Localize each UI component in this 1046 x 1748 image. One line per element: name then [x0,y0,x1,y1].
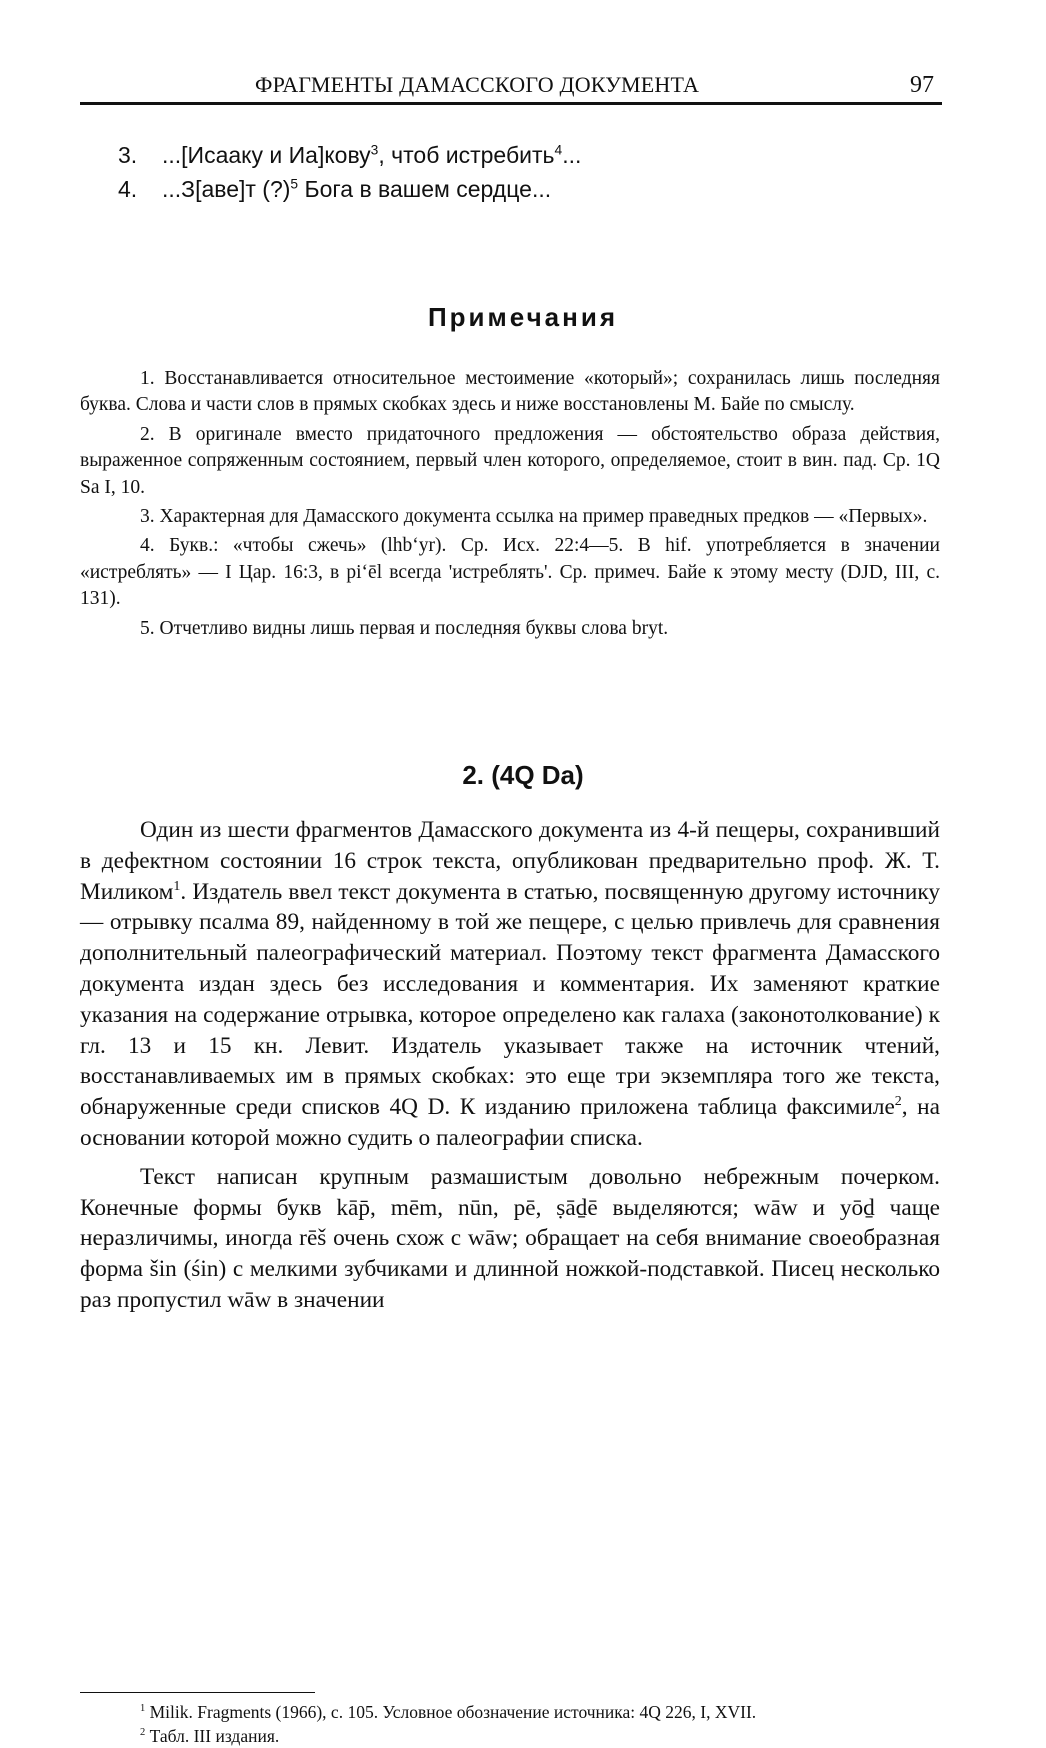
fragment-line-3 [118,138,938,172]
note-item: 5. Отчетливо видны лишь первая и последняя буквы слова bryt. [140,617,669,639]
paragraph [80,1162,940,1316]
notes-heading: Примечания [427,302,618,332]
fragment-line-4 [118,172,938,206]
line-text: ...З[аве]т (?) [162,176,291,202]
line-text: Бога в вашем сердце... [298,176,552,202]
note-ref[interactable]: 4 [554,142,563,158]
note-item: 4. Букв.: «чтобы сжечь» (lhb‘yr). Ср. Исх. 22:4—5. В hif. употребляется в значении «истреблять» — I Цар. 16:3, в pi‘ēl всегда 'истреблять'. Ср. примеч. Байе к этому месту (DJD, III, с. 131). [80,535,940,610]
paragraph-text: Текст написан крупным размашистым довольно небрежным почерком. Конечные формы букв kāp̄, mēm, nūn, pē, ṣāḏē выделяются; wāw и yōḏ чаще неразличимы, иногда rēš очень схож с wāw; обращает на себя внимание своеобразная форма šin (śin) с мелкими зубчиками и длинной ножкой-подставкой. Писец несколько раз пропустил wāw в значении [80,1163,940,1313]
running-title: ФРАГМЕНТЫ ДАМАССКОГО ДОКУМЕНТА [255,72,700,97]
note-item: 2. В оригинале вместо придаточного предложения — обстоятельство образа действия, выраженное сопряженным состоянием, первый член которого, определяемое, стоит в вин. пад. Ср. 1Q Sa I, 10. [80,423,940,498]
footnote-marker: 2 [140,1727,146,1739]
paragraph [80,815,940,1154]
footnote-ref[interactable]: 2 [894,1094,902,1110]
footnote-text: Milik. Fragments (1966), с. 105. Условное обозначение источника: 4Q 226, I, XVII. [149,1702,757,1722]
line-text: , чтоб истребить [378,142,555,168]
footnote-marker: 1 [140,1703,146,1715]
note-item: 1. Восстанавливается относительное местоимение «который»; сохранилась лишь последняя буква. Слова и части слов в прямых скобках здесь и ниже восстановлены М. Байе по смыслу. [80,368,940,416]
footnote-separator [80,1692,315,1693]
body-text [80,815,940,1324]
line-number: 4. [118,176,138,202]
header-rule [80,102,942,105]
paragraph-text: Один из шести фрагментов Дамасского документа из 4-й пещеры, сохранивший в дефектном состоянии 16 строк текста, опубликован предварительно проф. Ж. Т. Миликом [80,817,940,905]
note-ref[interactable]: 5 [290,176,299,192]
note-ref[interactable]: 3 [370,142,379,158]
footnote-text: Табл. III издания. [149,1726,280,1746]
footnote [80,1724,940,1748]
footnote [80,1700,940,1724]
notes-list [80,366,940,645]
paragraph-text: , на основании которой можно судить о палеографии списка. [80,1094,940,1151]
line-number: 3. [118,142,138,168]
fragment-text [118,138,938,206]
running-header [80,72,942,102]
page-number: 97 [910,72,934,98]
note-item: 3. Характерная для Дамасского документа ссылка на пример праведных предков — «Первых». [140,506,928,528]
footnotes [80,1700,940,1748]
line-text: ...[Исааку и Иа]кову [162,142,371,168]
section-heading: 2. (4Q Da) [462,760,584,790]
footnote-ref[interactable]: 1 [173,878,181,894]
paragraph-text: . Издатель ввел текст документа в статью, посвященную другому источнику — отрывку псалма 89, найденному в той же пещере, с целью привлечь для сравнения дополнительный палеографический материал. Поэтому текст фрагмента Дамасского документа издан здесь без исследования и комментария. Их заменяют краткие указания на содержание отрывка, которое определено как галаха (законотолкование) к гл. 13 и 15 кн. Левит. Издатель указывает также на источник чтений, восстанавливаемых им в прямых скобках: это еще три экземпляра того же текста, обнаруженные среди списков 4Q D. К изданию приложена таблица факсимиле [80,878,940,1121]
line-text: ... [562,142,582,168]
